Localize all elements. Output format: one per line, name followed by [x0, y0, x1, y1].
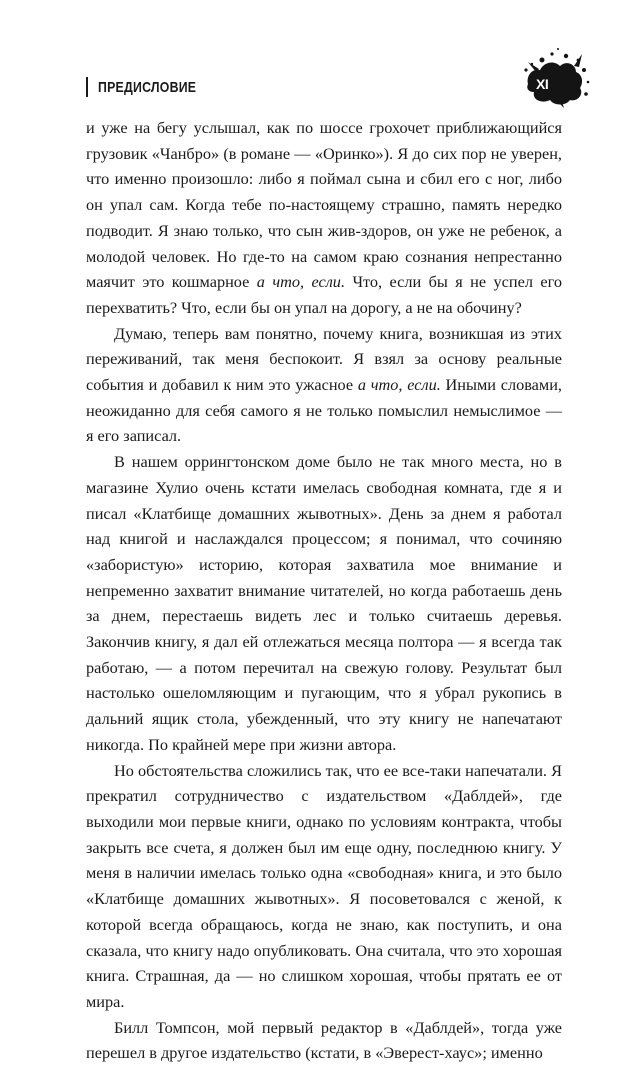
paragraph: [86, 1015, 562, 1066]
header-rule: [86, 77, 88, 97]
text-run: Иными словами, неожиданно для себя самого я не только помыслил немыслимое — я его записал.: [86, 375, 562, 446]
italic-phrase: а что, если.: [256, 272, 346, 292]
text-run: Что, если бы я не успел его перехватить? Что, если бы он упал на дорогу, а не на обочину?: [86, 272, 562, 317]
paragraph: [86, 115, 562, 321]
ink-splatter-icon: [522, 46, 592, 108]
body-text: [86, 115, 562, 1066]
text-run: и уже на бегу услышал, как по шоссе грохочет приближающийся грузовик «Чанбро» (в романе — «Оринко»). Я до сих пор не уверен, что именно произошло: либо я поймал сына и сбил его с ног, либо он упал сам. Когда тебе по-настоящему страшно, память нередко подводит. Я знаю только, что сын жив-здоров, он уже не ребенок, а молодой человек. Но где-то на самом краю сознания непрестанно маячит это кошмарное: [86, 118, 562, 292]
header-title: ПРЕДИСЛОВИЕ: [98, 78, 197, 96]
text-run: Билл Томпсон, мой первый редактор в «Даблдей», тогда уже перешел в другое издательство (кстати, в «Эверест-хаус»; именно: [86, 1017, 562, 1063]
text-run: Но обстоятельства сложились так, что ее все-таки напечатали. Я прекратил сотрудничество с издательством «Даблдей», где выходили мои первые книги, однако по условиям контракта, чтобы закрыть все счета, я должен был им еще одну, последнюю книгу. У меня в наличии имелась только одна «свободная» книга, и это было «Клатбище домашних жывотных». Я посоветовался с женой, к которой всегда обращаюсь, когда не знаю, как поступить, и она сказала, что книгу надо опубликовать. Она считала, что это хорошая книга. Страшная, да — но слишком хорошая, чтобы прятать ее от мира.: [86, 760, 562, 1011]
paragraph: [86, 758, 562, 1015]
text-run: В нашем оррингтонском доме было не так много места, но в магазине Хулио очень кстати имелась свободная комната, где я и писал «Клатбище домашних жывотных». День за днем я работал над книгой и наслаждался процессом; я понимал, что сочиняю «забористую» историю, которая захватила мое внимание и непременно захватит внимание читателей, но когда работаешь день за днем, перестаешь видеть лес и только считаешь деревья. Закончив книгу, я дал ей отлежаться месяца полтора — я всегда так работаю, — а потом перечитал на свежую голову. Результат был настолько ошеломляющим и пугающим, что я убрал рукопись в дальний ящик стола, убежденный, что эту книгу не напечатают никогда. По крайней мере при жизни автора.: [86, 452, 562, 754]
paragraph: [86, 449, 562, 757]
italic-phrase: а что, если.: [357, 375, 441, 395]
text-run: Думаю, теперь вам понятно, почему книга, возникшая из этих переживаний, так меня беспокоит. Я взял за основу реальные события и добавил к ним это ужасное: [86, 323, 562, 395]
page-number: XI: [536, 76, 549, 92]
page-number-badge: [522, 46, 592, 108]
running-header: [86, 74, 218, 100]
paragraph: [86, 321, 562, 450]
